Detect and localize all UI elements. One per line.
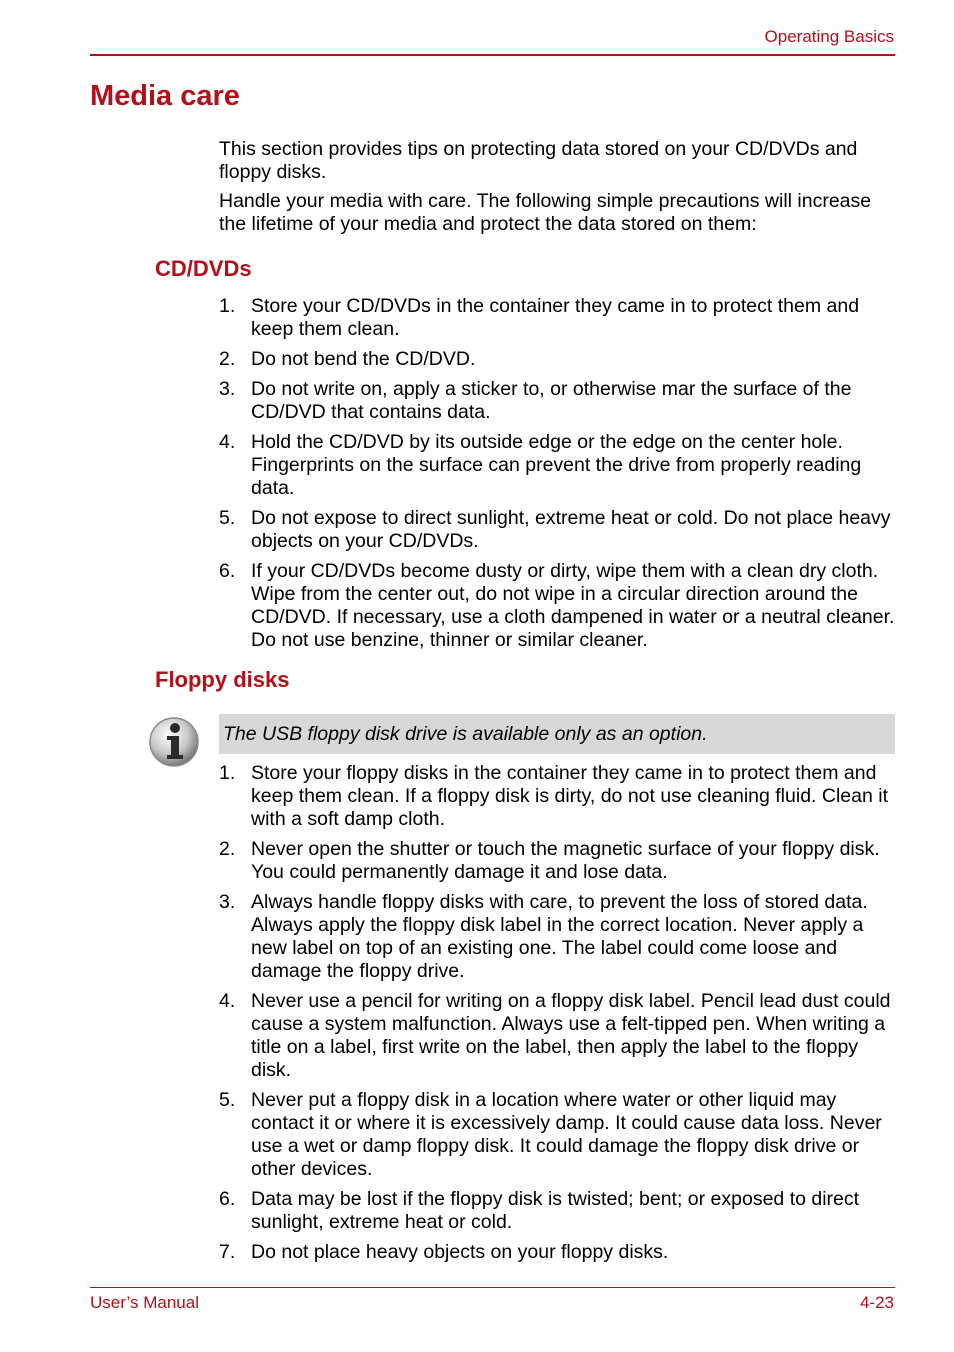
- list-text: Store your CD/DVDs in the container they came in to protect them and keep them clean.: [251, 295, 860, 340]
- footer-manual-title: User’s Manual: [90, 1293, 199, 1312]
- list-number: 4.: [219, 990, 236, 1012]
- list-item: [219, 1188, 895, 1234]
- list-item: [219, 990, 895, 1082]
- intro-paragraph-1: This section provides tips on protecting data stored on your CD/DVDs and floppy disks.: [219, 138, 858, 183]
- list-number: 4.: [219, 431, 236, 453]
- note-box: The USB floppy disk drive is available only as an option.: [219, 714, 895, 754]
- list-text: Always handle floppy disks with care, to prevent the loss of stored data. Always apply the floppy disk label in the correct location. Never apply a new label on top of an existing one. The label could come loose and damage the floppy drive.: [251, 891, 868, 982]
- list-number: 1.: [219, 295, 236, 317]
- page-title: Media care: [90, 80, 240, 112]
- list-text: Do not bend the CD/DVD.: [251, 348, 476, 370]
- list-item: [219, 1089, 895, 1181]
- list-text: Never use a pencil for writing on a floppy disk label. Pencil lead dust could cause a system malfunction. Always use a felt-tipped pen. When writing a title on a label, first write on the label, then apply the label to the floppy disk.: [251, 990, 891, 1081]
- list-number: 2.: [219, 838, 236, 860]
- list-item: [219, 295, 895, 341]
- running-header: Operating Basics: [764, 27, 894, 46]
- cd-dvd-steps: [219, 295, 895, 659]
- list-item: [219, 838, 895, 884]
- info-icon: [148, 716, 200, 768]
- list-number: 7.: [219, 1241, 236, 1263]
- list-item: [219, 378, 895, 424]
- list-text: Do not expose to direct sunlight, extreme heat or cold. Do not place heavy objects on your CD/DVDs.: [251, 507, 891, 552]
- list-text: Do not write on, apply a sticker to, or otherwise mar the surface of the CD/DVD that contains data.: [251, 378, 852, 423]
- list-text: Never open the shutter or touch the magnetic surface of your floppy disk. You could permanently damage it and lose data.: [251, 838, 880, 883]
- header-rule: [90, 54, 895, 56]
- list-number: 2.: [219, 348, 236, 370]
- footer-rule: [90, 1287, 895, 1288]
- list-text: If your CD/DVDs become dusty or dirty, wipe them with a clean dry cloth. Wipe from the center out, do not wipe in a circular direction around the CD/DVD. If necessary, use a cloth dampened in water or a neutral cleaner. Do not use benzine, thinner or similar cleaner.: [251, 560, 895, 651]
- list-number: 6.: [219, 1188, 236, 1210]
- list-number: 1.: [219, 762, 236, 784]
- floppy-disks-heading: Floppy disks: [155, 667, 290, 692]
- list-item: [219, 507, 895, 553]
- list-item: [219, 891, 895, 983]
- list-number: 5.: [219, 507, 236, 529]
- list-text: Store your floppy disks in the container they came in to protect them and keep them clean. If a floppy disk is dirty, do not use cleaning fluid. Clean it with a soft damp cloth.: [251, 762, 888, 830]
- floppy-steps: [219, 762, 895, 1271]
- list-number: 3.: [219, 891, 236, 913]
- list-text: Do not place heavy objects on your floppy disks.: [251, 1241, 669, 1263]
- page-number: 4-23: [859, 1293, 894, 1312]
- list-item: [219, 348, 895, 371]
- list-item: [219, 431, 895, 500]
- cd-dvd-heading: CD/DVDs: [155, 256, 252, 281]
- list-item: [219, 1241, 895, 1264]
- list-text: Never put a floppy disk in a location where water or other liquid may contact it or where it is excessively damp. It could cause data loss. Never use a wet or damp floppy disk. It could damage the floppy disk drive or other devices.: [251, 1089, 882, 1180]
- list-item: [219, 762, 895, 831]
- intro-paragraph-2: Handle your media with care. The following simple precautions will increase the lifetime of your media and protect the data stored on them:: [219, 190, 872, 235]
- list-number: 5.: [219, 1089, 236, 1111]
- list-number: 6.: [219, 560, 236, 582]
- list-item: [219, 560, 895, 652]
- list-text: Hold the CD/DVD by its outside edge or the edge on the center hole. Fingerprints on the surface can prevent the drive from properly reading data.: [251, 431, 862, 499]
- list-text: Data may be lost if the floppy disk is twisted; bent; or exposed to direct sunlight, extreme heat or cold.: [251, 1188, 860, 1233]
- list-number: 3.: [219, 378, 236, 400]
